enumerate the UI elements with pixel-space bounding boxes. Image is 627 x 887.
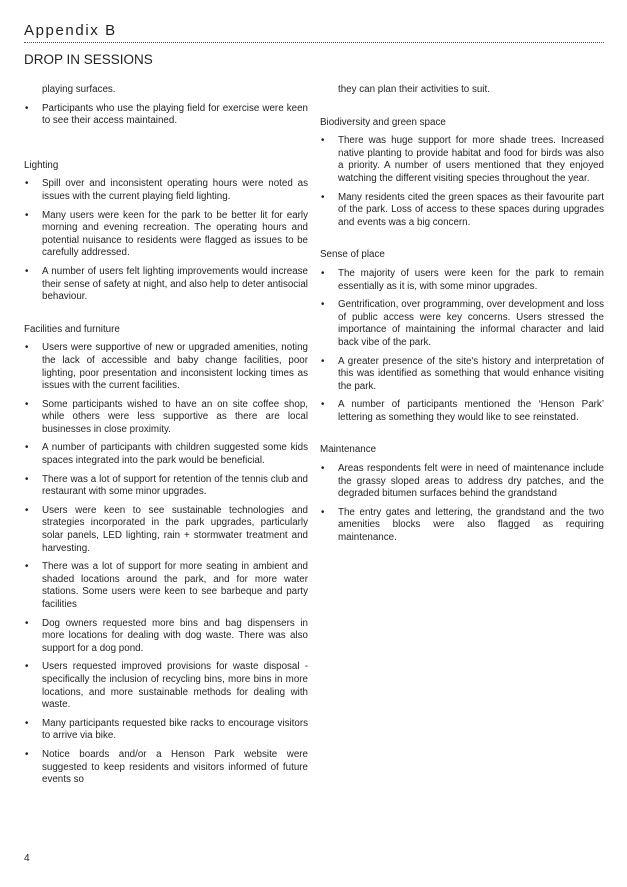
list-item: • Areas respondents felt were in need of maintenance include the grassy sloped areas to address dry patches, and the degraded bitumen surfaces behind the grandstand — [321, 463, 604, 500]
list-item: • Users were supportive of new or upgraded amenities, noting the lack of accessible and baby change facilities, poor lighting, poor presentation and inconsistent locking times as issues with the current facilities. — [25, 342, 308, 392]
bullet: • — [25, 617, 29, 629]
bullet: • — [25, 265, 29, 277]
bullet: • — [25, 473, 29, 485]
bullet: • — [25, 442, 29, 454]
list-item: • Users were keen to see sustainable technologies and strategies incorporated in the park upgrades, particularly solar panels, LED lighting, rain + stormwater treatment and harvesting. — [25, 504, 308, 554]
heading-facilities: Facilities and furniture — [24, 323, 120, 335]
left-column — [24, 84, 308, 793]
list-item: • Notice boards and/or a Henson Park website were suggested to keep residents and visitors informed of future events so — [25, 748, 308, 786]
list-item: • There was a lot of support for more seating in ambient and shaded locations around the park, and for more water stations. Some users were keen to see barbeque and party facilities — [25, 561, 308, 610]
header-dotted-rule — [24, 42, 604, 43]
list-item: • Gentrification, over programming, over development and loss of public access were key concerns. Users stressed the importance of maintaining the informal character and laid back vibe of the park. — [321, 299, 604, 348]
intro-list — [24, 103, 308, 128]
list-item: • Dog owners requested more bins and bag dispensers in more locations for dealing with dog waste. There was also support for a dog pond. — [25, 617, 308, 654]
section-title: DROP IN SESSIONS — [24, 52, 153, 67]
list-item: • Spill over and inconsistent operating hours were noted as issues with the current playing field lighting. — [25, 178, 308, 202]
bullet: • — [321, 506, 325, 518]
bullet: • — [25, 209, 29, 221]
bullet: • — [321, 355, 325, 367]
bullet: • — [25, 561, 29, 573]
bullet: • — [25, 178, 29, 190]
list-item: • Many residents cited the green spaces as their favourite part of the park. Loss of access to these spaces during upgrades and events was a big concern. — [321, 191, 604, 228]
heading-maintenance: Maintenance — [320, 444, 377, 456]
list-item: • Some participants wished to have an on site coffee shop, while others were less supportive as there are local businesses in close proximity. — [25, 398, 308, 435]
list-item: • There was a lot of support for retention of the tennis club and restaurant with some minor upgrades. — [25, 473, 308, 498]
heading-sense-of-place: Sense of place — [320, 249, 385, 261]
bullet: • — [321, 299, 325, 311]
list-item: • The entry gates and lettering, the grandstand and the two amenities blocks were also flagged as requiring maintenance. — [321, 506, 604, 544]
bullet: • — [25, 504, 29, 516]
bullet: • — [25, 661, 29, 673]
list-item: • Participants who use the playing field for exercise were keen to see their access maintained. — [25, 102, 308, 127]
bullet: • — [25, 748, 29, 760]
list-item: • A greater presence of the site's history and interpretation of this was identified as something that would enhance visiting the park. — [321, 355, 604, 392]
heading-lighting: Lighting — [24, 159, 59, 171]
bullet: • — [25, 398, 29, 410]
bullet: • — [321, 399, 325, 411]
list-item: • A number of users felt lighting improvements would increase their sense of safety at night, and also help to deter antisocial behaviour. — [25, 265, 308, 303]
bullet: • — [25, 342, 29, 354]
continued-text: playing surfaces. — [42, 84, 116, 95]
list-item: • Many users were keen for the park to be better lit for early morning and evening recreation. The operating hours and potential nuisance to residents were flagged as issues to be carefully addressed. — [25, 209, 308, 259]
sense-of-place-list — [320, 268, 604, 425]
appendix-title: Appendix B — [24, 22, 117, 39]
bullet: • — [25, 717, 29, 729]
bullet: • — [321, 267, 325, 279]
list-item: • A number of participants mentioned the ‘Henson Park’ lettering as something they would like to see reinstated. — [321, 399, 604, 423]
facilities-list — [24, 342, 308, 786]
page-number: 4 — [24, 853, 30, 864]
continued-text: they can plan their activities to suit. — [338, 84, 490, 95]
lighting-list — [24, 178, 308, 303]
bullet: • — [321, 135, 325, 147]
bullet: • — [25, 102, 29, 114]
biodiversity-list — [320, 135, 604, 229]
list-item: • There was huge support for more shade trees. Increased native planting to provide habitat and food for birds was also a priority. A number of users mentioned that they enjoyed watching the different visiting species throughout the year. — [321, 135, 604, 184]
heading-biodiversity: Biodiversity and green space — [320, 116, 446, 128]
list-item: • Many participants requested bike racks to encourage visitors to arrive via bike. — [25, 717, 308, 742]
list-item: • Users requested improved provisions for waste disposal - specifically the inclusion of recycling bins, more bins in more locations, and more sustainable methods for dealing with waste. — [25, 661, 308, 711]
right-column — [320, 84, 604, 551]
list-item: • The majority of users were keen for the park to remain essentially as it is, with some minor upgrades. — [321, 267, 604, 292]
list-item: • A number of participants with children suggested some kids spaces integrated into the park would be beneficial. — [25, 442, 308, 467]
maintenance-list — [320, 463, 604, 545]
bullet: • — [321, 191, 325, 203]
bullet: • — [321, 463, 325, 475]
